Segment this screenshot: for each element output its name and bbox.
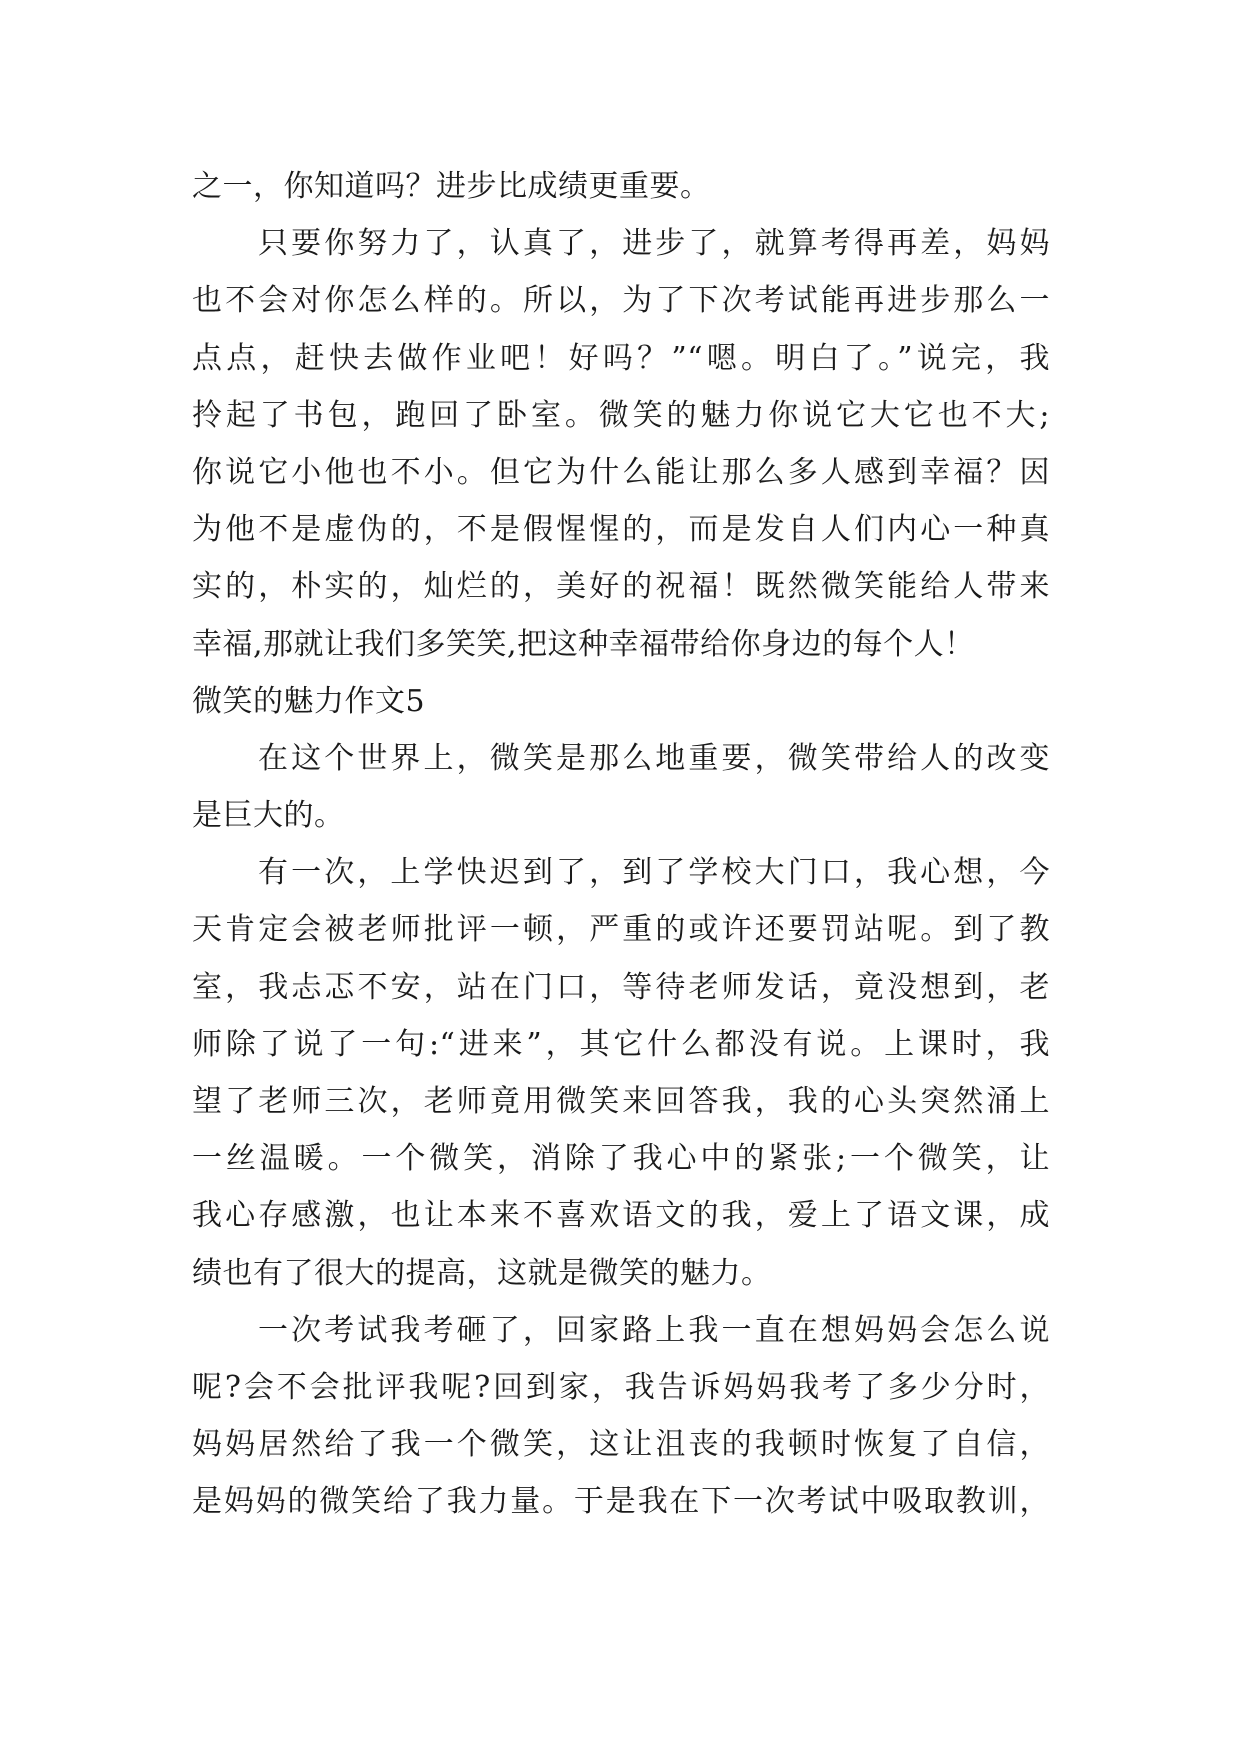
text-line: 只要你努力了，认真了，进步了，就算考得再差，妈妈 (258, 226, 1050, 262)
text-line: 点点，赶快去做作业吧！好吗？”“嗯。明白了。”说完，我 (192, 340, 1050, 376)
text-line: 幸福,那就让我们多笑笑,把这种幸福带给你身边的每个人！ (192, 626, 975, 662)
text-line: 拎起了书包，跑回了卧室。微笑的魅力你说它大它也不大; (192, 397, 1050, 433)
text-line: 室，我忐忑不安，站在门口，等待老师发话，竟没想到，老 (192, 969, 1050, 1005)
text-line: 有一次，上学快迟到了，到了学校大门口，我心想，今 (258, 855, 1050, 891)
text-line: 一次考试我考砸了，回家路上我一直在想妈妈会怎么说 (258, 1312, 1050, 1348)
text-line: 是妈妈的微笑给了我力量。于是我在下一次考试中吸取教训， (192, 1484, 1050, 1520)
text-line: 在这个世界上，微笑是那么地重要，微笑带给人的改变 (258, 740, 1050, 776)
text-line: 一丝温暖。一个微笑，消除了我心中的紧张;一个微笑，让 (192, 1141, 1050, 1177)
section-heading: 微笑的魅力作文5 (192, 683, 426, 719)
text-line: 是巨大的。 (192, 798, 345, 834)
text-line: 为他不是虚伪的，不是假惺惺的，而是发自人们内心一种真 (192, 512, 1050, 548)
text-line: 你说它小他也不小。但它为什么能让那么多人感到幸福？因 (192, 454, 1050, 490)
text-line: 妈妈居然给了我一个微笑，这让沮丧的我顿时恢复了自信， (192, 1427, 1050, 1463)
text-line: 也不会对你怎么样的。所以，为了下次考试能再进步那么一 (192, 283, 1050, 319)
text-line: 望了老师三次，老师竟用微笑来回答我，我的心头突然涌上 (192, 1084, 1050, 1119)
document-body (192, 158, 1050, 1531)
text-line: 我心存感激，也让本来不喜欢语文的我，爱上了语文课，成 (192, 1198, 1050, 1234)
text-line: 实的，朴实的，灿烂的，美好的祝福！既然微笑能给人带来 (192, 569, 1050, 605)
text-line: 师除了说了一句:“进来”，其它什么都没有说。上课时，我 (192, 1026, 1050, 1062)
text-line: 绩也有了很大的提高，这就是微笑的魅力。 (192, 1255, 772, 1291)
text-line: 之一，你知道吗？进步比成绩更重要。 (192, 169, 711, 204)
text-line: 呢?会不会批评我呢?回到家，我告诉妈妈我考了多少分时， (192, 1369, 1050, 1405)
text-line: 天肯定会被老师批评一顿，严重的或许还要罚站呢。到了教 (192, 912, 1050, 948)
